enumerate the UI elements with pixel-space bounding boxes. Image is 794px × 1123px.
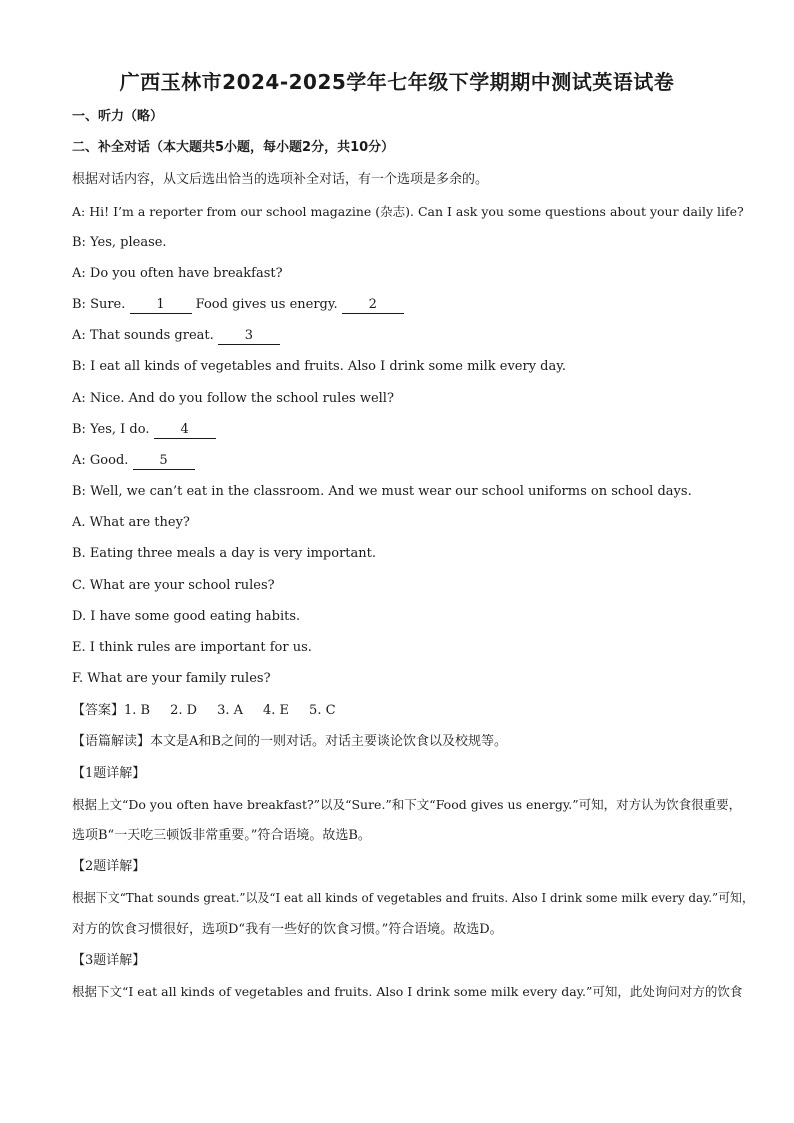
reading-analysis: 【语篇解读】本文是A和B之间的一则对话。对话主要谈论饮食以及校规等。 xyxy=(72,734,507,749)
option-c: C. What are your school rules? xyxy=(72,578,275,593)
option-b: B. Eating three meals a day is very important. xyxy=(72,546,377,561)
dialogue-line-10: B: Well, we can’t eat in the classroom. And we must wear our school uniforms on school days. xyxy=(72,484,692,499)
blank-1: 1 xyxy=(130,297,192,314)
q3-heading: 【3题详解】 xyxy=(72,953,146,968)
dialogue-text: A: Good. xyxy=(72,453,133,468)
dialogue-line-8 xyxy=(72,421,216,439)
section-dialogue: 二、补全对话（本大题共5小题，每小题2分，共10分） xyxy=(72,140,395,155)
q1-heading: 【1题详解】 xyxy=(72,766,146,781)
dialogue-line-2: B: Yes, please. xyxy=(72,235,167,250)
blank-3: 3 xyxy=(218,328,280,345)
page-title: 广西玉林市2024-2025学年七年级下学期期中测试英语试卷 xyxy=(119,70,675,94)
dialogue-line-7: A: Nice. And do you follow the school rules well? xyxy=(72,391,394,406)
dialogue-text: A: That sounds great. xyxy=(72,328,218,343)
answer-2: 2. D xyxy=(170,703,198,718)
dialogue-line-3: A: Do you often have breakfast? xyxy=(72,266,283,281)
dialogue-text: B: Sure. xyxy=(72,297,130,312)
q1-explanation-line-1: 根据上文“Do you often have breakfast?”以及“Sure.”和下文“Food gives us energy.”可知，对方认为饮食很重要， xyxy=(72,797,742,812)
answer-line xyxy=(72,702,356,720)
dialogue-line-5 xyxy=(72,327,280,345)
dialogue-text: B: Yes, I do. xyxy=(72,422,154,437)
option-f: F. What are your family rules? xyxy=(72,671,271,686)
option-d: D. I have some good eating habits. xyxy=(72,609,301,624)
blank-4: 4 xyxy=(154,422,216,439)
answer-5: 5. C xyxy=(309,703,336,718)
answer-3: 3. A xyxy=(217,703,244,718)
option-a: A. What are they? xyxy=(72,515,190,530)
q2-heading: 【2题详解】 xyxy=(72,859,146,874)
answer-1: 1. B xyxy=(124,703,151,718)
dialogue-line-6: B: I eat all kinds of vegetables and fruits. Also I drink some milk every day. xyxy=(72,359,566,374)
dialogue-line-9 xyxy=(72,452,195,470)
instruction: 根据对话内容，从文后选出恰当的选项补全对话，有一个选项是多余的。 xyxy=(72,172,489,187)
q3-explanation-line-1: 根据下文“I eat all kinds of vegetables and fruits. Also I drink some milk every day.”可知，此处询问对方的饮食 xyxy=(72,984,743,999)
q1-explanation-line-2: 选项B“一天吃三顿饭非常重要。”符合语境。故选B。 xyxy=(72,828,371,843)
section-listening: 一、听力（略） xyxy=(72,109,164,124)
blank-5: 5 xyxy=(133,453,195,470)
dialogue-line-1: A: Hi! I’m a reporter from our school magazine (杂志). Can I ask you some questions about your daily life? xyxy=(72,204,744,219)
option-e: E. I think rules are important for us. xyxy=(72,640,312,655)
answer-4: 4. E xyxy=(263,703,290,718)
answer-label: 【答案】 xyxy=(72,703,125,718)
q2-explanation-line-1: 根据下文“That sounds great.”以及“I eat all kinds of vegetables and fruits. Also I drink some milk every day.”可知， xyxy=(72,890,754,905)
dialogue-text: Food gives us energy. xyxy=(191,297,342,312)
blank-2: 2 xyxy=(342,297,404,314)
dialogue-line-4 xyxy=(72,296,404,314)
q2-explanation-line-2: 对方的饮食习惯很好，选项D“我有一些好的饮食习惯。”符合语境。故选D。 xyxy=(72,922,503,937)
